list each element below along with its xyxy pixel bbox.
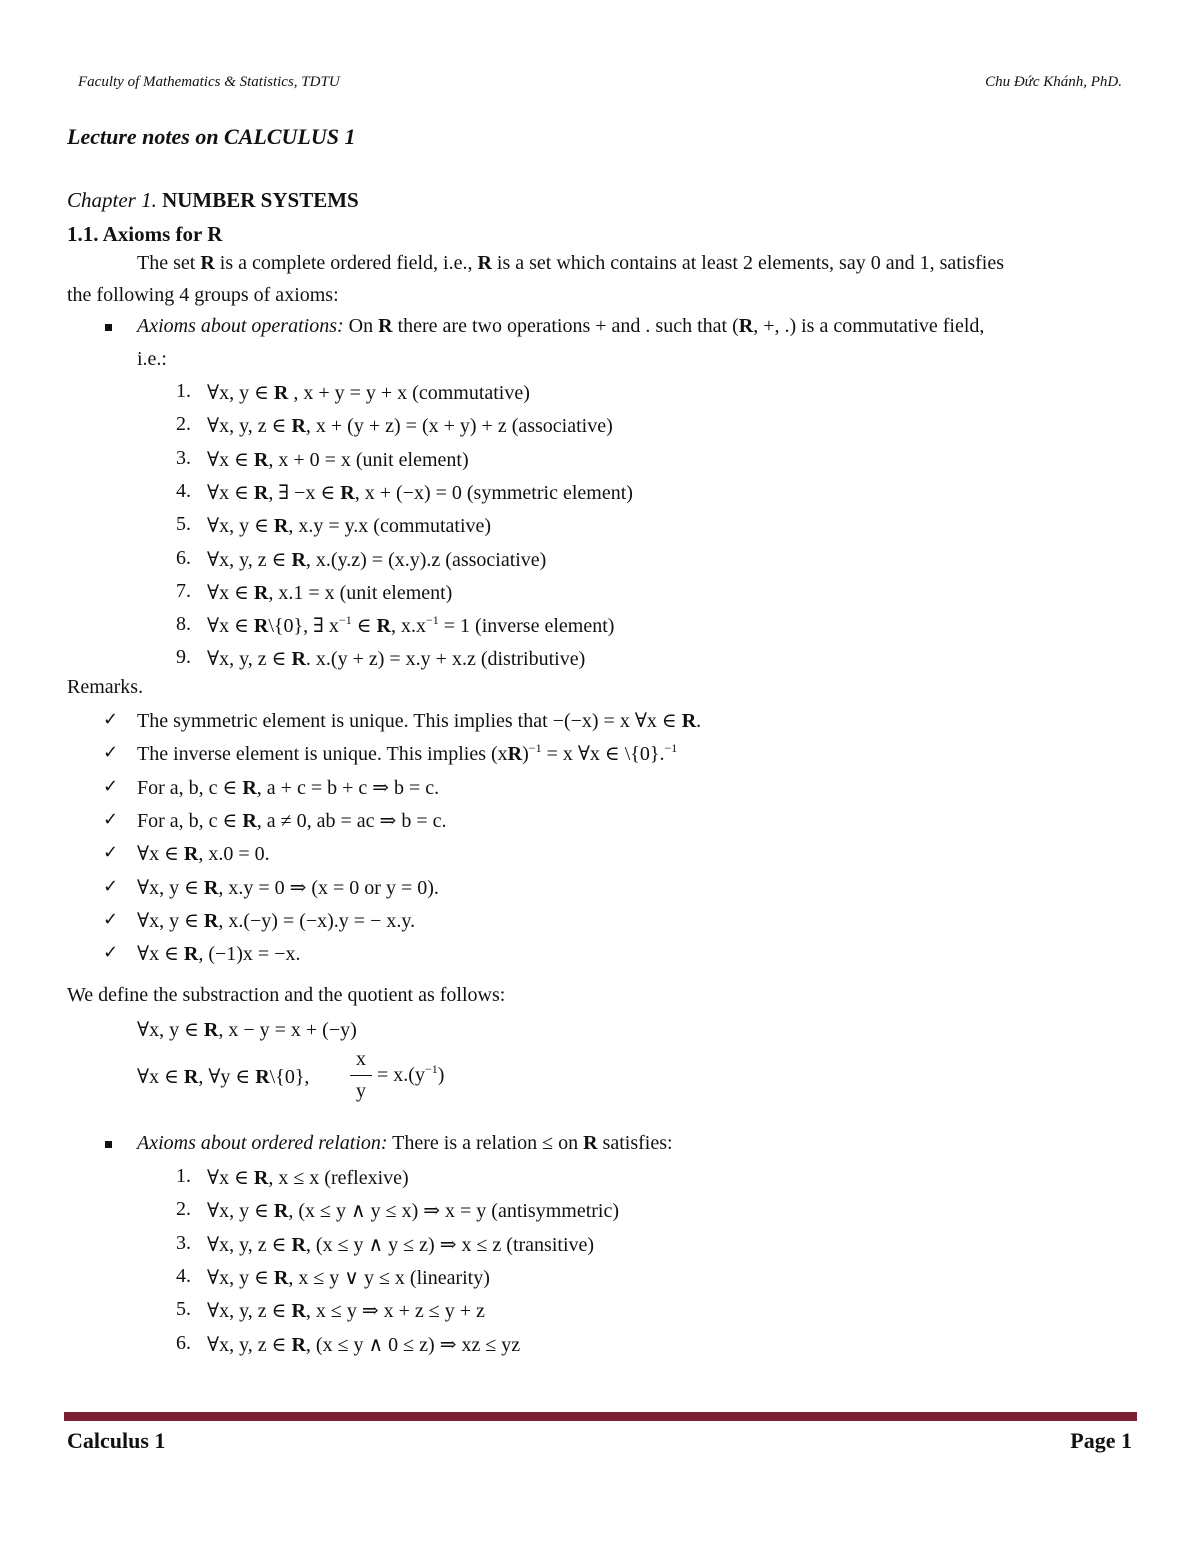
order-axiom	[207, 1298, 485, 1323]
formula-text: , (x ≤ y ∧ y ≤ z) ⇒ x ≤ z (transitive)	[305, 1233, 595, 1256]
quotient-definition	[137, 1064, 309, 1089]
formula-text: ∀x, y, z ∈	[207, 1333, 292, 1356]
set-r: R	[242, 809, 257, 832]
set-r: R	[255, 1066, 270, 1088]
checkmark-icon: ✓	[103, 742, 119, 764]
intro-line-1	[137, 252, 1004, 275]
formula-text: = 1 (inverse element)	[438, 615, 615, 638]
footer-right: Page 1	[1070, 1428, 1132, 1453]
formula-text: ∀x, y ∈	[137, 1019, 204, 1041]
superscript: −1	[338, 613, 352, 628]
formula-text: , ∀y ∈	[198, 1066, 256, 1088]
formula-text: , x ≤ y ⇒ x + z ≤ y + z	[305, 1300, 485, 1323]
formula-text: \{0}.	[624, 743, 665, 766]
remark-item	[137, 708, 701, 733]
set-r: R	[253, 615, 269, 638]
operations-heading-line	[137, 315, 984, 338]
ordered-text: satisfies:	[602, 1132, 673, 1154]
order-axiom	[207, 1165, 409, 1190]
set-r: R	[253, 1167, 269, 1189]
formula-text: The symmetric element is unique. This implies that −(−x) = x ∀x ∈	[137, 710, 682, 732]
formula-text: ∀x, y, z ∈	[207, 648, 292, 671]
set-r: R	[291, 1300, 306, 1323]
formula-text: ∀x ∈	[137, 943, 184, 966]
formula-text: , x − y = x + (−y)	[218, 1019, 357, 1041]
set-r: R	[203, 876, 219, 899]
checkmark-icon: ✓	[103, 842, 119, 864]
formula-text: ∀x, y, z ∈	[207, 548, 292, 571]
ordered-heading: Axioms about ordered relation:	[137, 1132, 388, 1154]
item-number: 6.	[176, 546, 191, 569]
set-r: R	[273, 1266, 289, 1289]
set-r: R	[253, 448, 269, 471]
checkmark-icon: ✓	[103, 808, 119, 830]
set-r: R	[291, 1233, 306, 1256]
operation-axiom	[207, 613, 614, 638]
set-r: R	[291, 548, 306, 571]
remark-item	[137, 808, 446, 833]
operation-axiom	[207, 380, 530, 405]
formula-text: , x + y = y + x (commutative)	[288, 382, 530, 404]
remark-item	[137, 775, 439, 800]
formula-text: ∀x, y ∈	[207, 515, 274, 538]
formula-text: ∀x ∈	[137, 843, 184, 866]
operation-axiom	[207, 547, 546, 572]
set-r: R	[507, 743, 523, 766]
operations-text: , +, .) is a commutative field,	[753, 315, 985, 337]
checkmark-icon: ✓	[103, 942, 119, 964]
set-r: R	[291, 415, 306, 438]
item-number: 7.	[176, 579, 191, 602]
order-axiom	[207, 1198, 619, 1223]
formula-text: \{0}, ∃ x	[268, 615, 339, 638]
remark-item	[137, 941, 301, 966]
set-r: R	[291, 1333, 306, 1356]
superscript: −1	[424, 1062, 438, 1076]
operation-axiom	[207, 447, 469, 472]
set-r: R	[273, 382, 289, 404]
formula-text: = x ∀x ∈	[541, 743, 625, 766]
item-number: 1.	[176, 380, 191, 402]
formula-text: ∀x, y ∈	[207, 382, 274, 404]
formula-text: , a + c = b + c ⇒ b = c.	[256, 776, 440, 799]
ordered-heading-line	[137, 1132, 673, 1155]
set-r: R	[378, 315, 393, 337]
formula-text: ∀x ∈	[207, 581, 254, 604]
operation-axiom	[207, 646, 585, 671]
item-number: 4.	[176, 479, 191, 502]
formula-text: = x.(y	[377, 1064, 425, 1086]
item-number: 2.	[176, 413, 191, 436]
formula-text: , x ≤ x (reflexive)	[268, 1167, 409, 1189]
order-axiom	[207, 1232, 594, 1257]
operations-text: there are two operations + and . such that (	[397, 315, 739, 337]
item-number: 5.	[176, 513, 191, 536]
set-r: R	[583, 1132, 598, 1154]
set-r: R	[183, 1066, 199, 1088]
formula-text: \{0},	[269, 1066, 310, 1088]
formula-text: , (x ≤ y ∧ y ≤ x) ⇒ x = y (antisymmetric)	[288, 1200, 620, 1223]
formula-text: ∀x ∈	[207, 448, 254, 471]
fraction-bar	[350, 1075, 372, 1076]
intro-text: is a set which contains at least 2 elements, say 0 and 1, satisfies	[496, 252, 1005, 274]
set-r: R	[273, 1200, 289, 1223]
checkmark-icon: ✓	[103, 709, 119, 730]
formula-text: ∀x, y ∈	[207, 1200, 274, 1223]
set-r: R	[477, 252, 492, 274]
chapter-heading	[67, 188, 359, 213]
checkmark-icon: ✓	[103, 775, 119, 797]
item-number: 3.	[176, 1231, 191, 1254]
set-r: R	[183, 843, 199, 866]
square-bullet-icon	[105, 324, 112, 331]
formula-text: , x.(y.z) = (x.y).z (associative)	[305, 548, 547, 571]
formula-text: , x + (−x) = 0 (symmetric element)	[354, 481, 633, 504]
formula-text: , x.(−y) = (−x).y = − x.y.	[218, 909, 416, 932]
formula-text: . x.(y + z) = x.y + x.z (distributive)	[305, 648, 586, 671]
formula-text: , x + 0 = x (unit element)	[268, 448, 469, 471]
formula-text: ∀x, y ∈	[207, 1266, 274, 1289]
item-number: 3.	[176, 446, 191, 469]
set-r: R	[253, 581, 269, 604]
item-number: 9.	[176, 646, 191, 669]
formula-text: ∈	[351, 615, 377, 638]
operation-axiom	[207, 513, 491, 538]
set-r: R	[203, 909, 219, 932]
intro-line-2: the following 4 groups of axioms:	[67, 284, 339, 306]
set-r: R	[681, 710, 697, 732]
set-r: R	[376, 615, 391, 638]
superscript: −1	[664, 741, 678, 756]
item-number: 5.	[176, 1298, 191, 1321]
set-r: R	[253, 481, 269, 504]
formula-text: )	[437, 1064, 445, 1086]
formula-text: The inverse element is unique. This implies (x	[137, 743, 508, 766]
formula-text: , x.x	[390, 615, 426, 638]
formula-text: , x.1 = x (unit element)	[268, 581, 453, 604]
order-axiom	[207, 1265, 490, 1290]
set-r: R	[203, 1019, 219, 1041]
formula-text: , x.y = y.x (commutative)	[288, 515, 492, 538]
intro-text: The set	[137, 252, 196, 274]
formula-text: ∀x, y ∈	[137, 909, 204, 932]
chapter-name: NUMBER SYSTEMS	[162, 188, 359, 212]
formula-text: , (x ≤ y ∧ 0 ≤ z) ⇒ xz ≤ yz	[305, 1333, 521, 1356]
formula-text: , x + (y + z) = (x + y) + z (associative)	[305, 415, 613, 438]
fraction-denominator: y	[356, 1080, 366, 1102]
formula-text: ∀x ∈	[207, 615, 254, 638]
fraction-numerator: x	[356, 1048, 366, 1070]
formula-text: , x ≤ y ∨ y ≤ x (linearity)	[288, 1266, 490, 1289]
item-number: 4.	[176, 1264, 191, 1287]
set-r: R	[291, 648, 306, 671]
ordered-text: There is a relation ≤ on	[392, 1132, 579, 1154]
formula-text: For a, b, c ∈	[137, 809, 243, 832]
formula-text: ∀x, y, z ∈	[207, 1300, 292, 1323]
operations-text: On	[348, 315, 374, 337]
item-number: 2.	[176, 1198, 191, 1221]
formula-text: ∀x ∈	[207, 481, 254, 504]
operation-axiom	[207, 413, 613, 438]
operation-axiom	[207, 480, 633, 505]
section-heading: 1.1. Axioms for R	[67, 222, 223, 246]
order-axiom	[207, 1332, 520, 1357]
remark-item	[137, 741, 677, 766]
subtraction-definition	[137, 1017, 357, 1042]
superscript: −1	[425, 613, 439, 628]
formula-text: , x.y = 0 ⇒ (x = 0 or y = 0).	[218, 876, 439, 899]
superscript: −1	[528, 741, 542, 756]
item-number: 6.	[176, 1331, 191, 1354]
operation-axiom	[207, 580, 452, 605]
square-bullet-icon	[105, 1141, 112, 1148]
define-intro: We define the substraction and the quotient as follows:	[67, 984, 506, 1006]
footer-rule	[64, 1412, 1137, 1421]
formula-text: ∀x, y, z ∈	[207, 1233, 292, 1256]
checkmark-icon: ✓	[103, 875, 119, 897]
operations-heading: Axioms about operations:	[137, 315, 344, 337]
item-number: 8.	[176, 613, 191, 636]
remark-item	[137, 841, 270, 866]
set-r: R	[340, 481, 355, 504]
remarks-heading: Remarks.	[67, 676, 144, 698]
formula-text: .	[696, 710, 702, 732]
set-r: R	[242, 776, 257, 799]
formula-text: ∀x ∈	[137, 1066, 184, 1088]
quotient-rhs	[377, 1064, 444, 1087]
chapter-label: Chapter 1.	[67, 188, 157, 212]
header-left: Faculty of Mathematics & Statistics, TDTU	[78, 74, 340, 90]
formula-text: )	[522, 743, 529, 766]
set-r: R	[200, 252, 215, 274]
formula-text: ∀x, y ∈	[137, 876, 204, 899]
remark-item	[137, 908, 415, 933]
intro-text: is a complete ordered field, i.e.,	[219, 252, 473, 274]
formula-text: ∀x ∈	[207, 1167, 254, 1189]
formula-text: For a, b, c ∈	[137, 776, 243, 799]
header-right: Chu Đức Khánh, PhD.	[985, 74, 1122, 90]
footer-left: Calculus 1	[67, 1428, 166, 1453]
set-r: R	[183, 943, 199, 966]
remark-item	[137, 875, 439, 900]
document-title: Lecture notes on CALCULUS 1	[67, 124, 356, 149]
formula-text: ∀x, y, z ∈	[207, 415, 292, 438]
formula-text: , a ≠ 0, ab = ac ⇒ b = c.	[256, 809, 447, 832]
formula-text: , (−1)x = −x.	[198, 943, 301, 966]
operations-ie: i.e.:	[137, 348, 167, 370]
set-r: R	[738, 315, 754, 337]
checkmark-icon: ✓	[103, 908, 119, 930]
formula-text: , x.0 = 0.	[198, 843, 270, 866]
formula-text: , ∃ −x ∈	[268, 481, 341, 504]
item-number: 1.	[176, 1165, 191, 1187]
set-r: R	[273, 515, 289, 538]
